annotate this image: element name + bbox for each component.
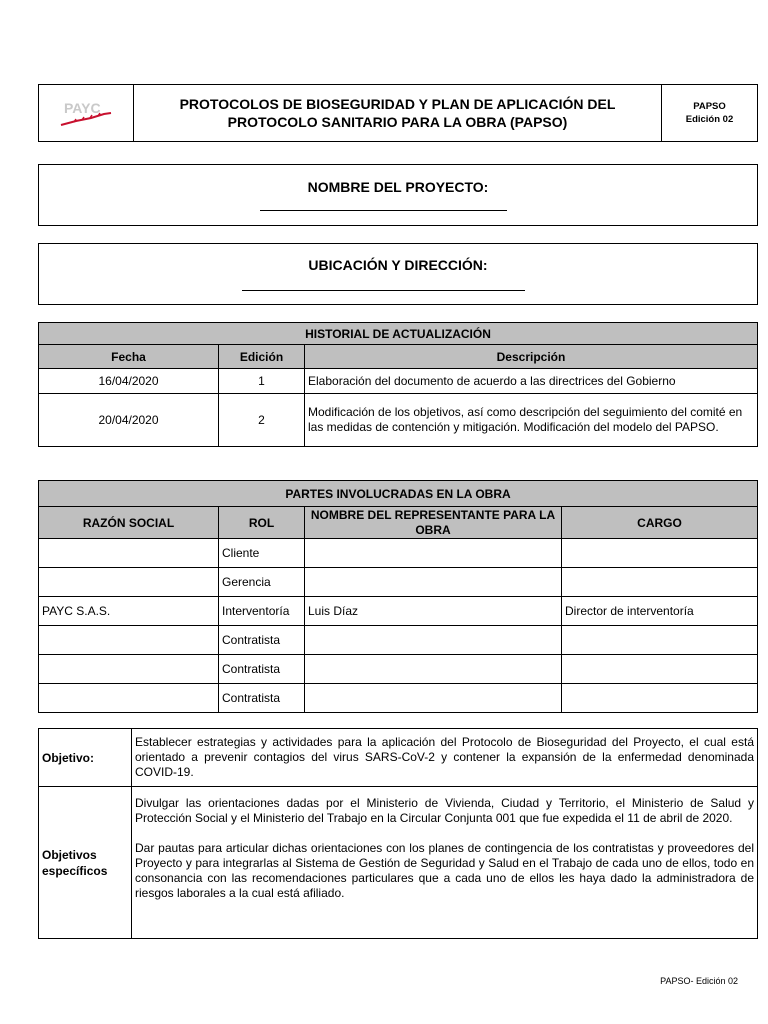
edition-label: Edición 02 <box>685 114 734 125</box>
party-razon <box>39 626 219 655</box>
objective-label: Objetivo: <box>39 729 132 787</box>
objective-text: Establecer estrategias y actividades para la aplicación del Protocolo de Bioseguridad del Proyecto, el cual está orientado a prevenir contagios del virus SARS-CoV-2 y contener la expansión de la enfermedad denominada COVID-19. <box>132 729 758 787</box>
party-cargo <box>562 568 758 597</box>
history-edicion: 1 <box>219 369 305 394</box>
col-razon-social: RAZÓN SOCIAL <box>39 507 219 539</box>
document-code <box>662 85 757 141</box>
document-header <box>38 84 758 142</box>
col-cargo: CARGO <box>562 507 758 539</box>
party-nombre <box>305 684 562 713</box>
party-nombre <box>305 568 562 597</box>
location-underline <box>242 290 525 291</box>
party-cargo <box>562 626 758 655</box>
parties-table <box>38 480 758 713</box>
party-rol: Interventoría <box>219 597 305 626</box>
specific-objectives-cell <box>132 787 758 939</box>
party-rol: Cliente <box>219 539 305 568</box>
party-razon <box>39 655 219 684</box>
party-nombre <box>305 539 562 568</box>
party-razon: PAYC S.A.S. <box>39 597 219 626</box>
document-title <box>134 85 662 141</box>
party-rol: Gerencia <box>219 568 305 597</box>
party-cargo <box>562 655 758 684</box>
party-cargo: Director de interventoría <box>562 597 758 626</box>
table-row <box>39 369 758 394</box>
history-descripcion: Elaboración del documento de acuerdo a las directrices del Gobierno <box>305 369 758 394</box>
svg-text:PAYC: PAYC <box>64 100 101 116</box>
payc-logo <box>39 85 134 141</box>
table-row <box>39 655 758 684</box>
table-row <box>39 787 758 939</box>
table-row <box>39 394 758 447</box>
col-representante: NOMBRE DEL REPRESENTANTE PARA LA OBRA <box>305 507 562 539</box>
specific-objective-2: Dar pautas para articular dichas orientaciones con los planes de contingencia de los contratistas y proveedores del Proyecto y para integrarlas al Sistema de Gestión de Seguridad y Salud en el Trabajo de cada uno de ellos, todo en consonancia con las recomendaciones particulares que a cada uno de ellos les haya dado la administradora de riesgos laborales a la cual está afiliado. <box>135 841 754 900</box>
table-row <box>39 539 758 568</box>
location-box <box>38 243 758 305</box>
history-title: HISTORIAL DE ACTUALIZACIÓN <box>39 323 758 345</box>
history-fecha: 16/04/2020 <box>39 369 219 394</box>
party-razon <box>39 684 219 713</box>
party-nombre <box>305 655 562 684</box>
project-name-label: NOMBRE DEL PROYECTO: <box>307 179 489 195</box>
objectives-table <box>38 728 758 939</box>
col-descripcion: Descripción <box>305 345 758 369</box>
history-edicion: 2 <box>219 394 305 447</box>
party-nombre <box>305 626 562 655</box>
history-fecha: 20/04/2020 <box>39 394 219 447</box>
table-row <box>39 729 758 787</box>
party-nombre: Luis Díaz <box>305 597 562 626</box>
party-rol: Contratista <box>219 684 305 713</box>
project-name-underline <box>260 210 507 211</box>
party-rol: Contratista <box>219 655 305 684</box>
table-row <box>39 626 758 655</box>
title-line-1: PROTOCOLOS DE BIOSEGURIDAD Y PLAN DE APLICACIÓN DEL <box>179 96 616 112</box>
col-rol: ROL <box>219 507 305 539</box>
party-razon <box>39 539 219 568</box>
project-name-box <box>38 164 758 226</box>
history-descripcion: Modificación de los objetivos, así como descripción del seguimiento del comité en las medidas de contención y mitigación. Modificación del modelo del PAPSO. <box>305 394 758 447</box>
party-cargo <box>562 684 758 713</box>
party-rol: Contratista <box>219 626 305 655</box>
history-table <box>38 322 758 447</box>
table-row <box>39 684 758 713</box>
code-label: PAPSO <box>693 101 726 112</box>
page-footer: PAPSO- Edición 02 <box>660 976 738 986</box>
title-line-2: PROTOCOLO SANITARIO PARA LA OBRA (PAPSO) <box>227 114 568 130</box>
col-edicion: Edición <box>219 345 305 369</box>
party-razon <box>39 568 219 597</box>
specific-objective-1: Divulgar las orientaciones dadas por el Ministerio de Vivienda, Ciudad y Territorio, el Ministerio de Salud y Protección Social y el Ministerio del Trabajo en la Circular Conjunta 001 que fue expedida el 11 de abril de 2020. <box>135 796 754 825</box>
table-row <box>39 597 758 626</box>
parties-title: PARTES INVOLUCRADAS EN LA OBRA <box>39 481 758 507</box>
location-label: UBICACIÓN Y DIRECCIÓN: <box>308 257 488 273</box>
table-row <box>39 568 758 597</box>
payc-logo-icon <box>56 93 116 133</box>
specific-objectives-label: Objetivos específicos <box>39 787 132 939</box>
party-cargo <box>562 539 758 568</box>
col-fecha: Fecha <box>39 345 219 369</box>
